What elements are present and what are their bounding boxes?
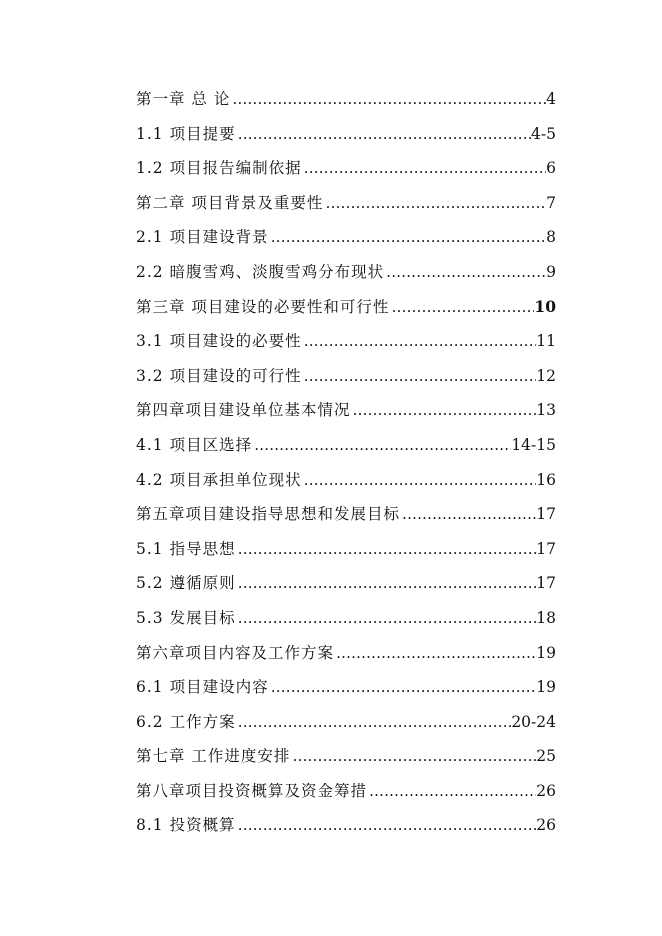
toc-dot-leader <box>236 709 512 735</box>
toc-dot-leader <box>351 397 537 423</box>
toc-entry-6-1 <box>136 674 556 709</box>
toc-entry-chapter-8 <box>136 778 556 813</box>
toc-entry-chapter-2 <box>136 190 556 225</box>
toc-entry-title: 1.2 项目报告编制依据 <box>136 159 302 178</box>
toc-entry-page: 16 <box>536 470 556 489</box>
toc-entry-page: 26 <box>536 781 556 800</box>
toc-entry-title: 第三章 项目建设的必要性和可行性 <box>136 297 390 316</box>
toc-dot-leader <box>269 224 547 250</box>
toc-dot-leader <box>302 155 547 181</box>
toc-entry-4-1 <box>136 432 556 467</box>
toc-dot-leader <box>236 812 537 838</box>
toc-entry-1-2 <box>136 155 556 190</box>
toc-entry-page: 18 <box>536 608 556 627</box>
toc-entry-page: 17 <box>536 539 556 558</box>
toc-entry-chapter-1 <box>136 86 556 121</box>
toc-entry-page: 20-24 <box>511 712 556 731</box>
toc-entry-2-2 <box>136 259 556 294</box>
toc-entry-title: 1.1 项目提要 <box>136 124 236 143</box>
toc-entry-title: 8.1 投资概算 <box>136 816 236 835</box>
toc-entry-6-2 <box>136 709 556 744</box>
toc-entry-page: 14-15 <box>511 435 556 454</box>
toc-entry-chapter-3 <box>136 294 556 329</box>
toc-entry-page: 4-5 <box>531 124 556 143</box>
toc-entry-chapter-7 <box>136 743 556 778</box>
toc-entry-page: 17 <box>536 574 556 593</box>
toc-entry-title: 5.3 发展目标 <box>136 608 236 627</box>
toc-entry-page: 8 <box>546 228 556 247</box>
toc-entry-chapter-4 <box>136 397 556 432</box>
table-of-contents <box>136 86 556 847</box>
toc-dot-leader <box>302 467 537 493</box>
toc-entry-title: 第六章项目内容及工作方案 <box>136 643 335 662</box>
toc-dot-leader <box>302 363 537 389</box>
toc-entry-2-1 <box>136 224 556 259</box>
toc-entry-title: 3.2 项目建设的可行性 <box>136 366 302 385</box>
toc-entry-page: 6 <box>546 159 556 178</box>
toc-entry-title: 第七章 工作进度安排 <box>136 747 291 766</box>
toc-entry-page: 19 <box>536 678 556 697</box>
toc-dot-leader <box>302 328 537 354</box>
toc-entry-3-2 <box>136 363 556 398</box>
toc-entry-5-3 <box>136 605 556 640</box>
toc-entry-page: 11 <box>536 332 556 351</box>
toc-entry-title: 5.2 遵循原则 <box>136 574 236 593</box>
toc-entry-page: 12 <box>536 366 556 385</box>
toc-dot-leader <box>236 605 537 631</box>
toc-entry-title: 4.1 项目区选择 <box>136 435 253 454</box>
toc-entry-title: 2.1 项目建设背景 <box>136 228 269 247</box>
toc-entry-title: 第一章 总 论 <box>136 90 231 108</box>
toc-entry-page: 26 <box>536 816 556 835</box>
toc-dot-leader <box>290 743 536 769</box>
toc-dot-leader <box>236 536 537 562</box>
toc-entry-page: 10 <box>534 296 556 316</box>
toc-entry-chapter-5 <box>136 501 556 536</box>
toc-entry-1-1 <box>136 121 556 156</box>
toc-dot-leader <box>389 294 534 320</box>
toc-dot-leader <box>384 259 546 285</box>
toc-dot-leader <box>269 674 537 700</box>
toc-entry-4-2 <box>136 467 556 502</box>
toc-entry-title: 第八章项目投资概算及资金筹措 <box>136 781 368 800</box>
toc-entry-title: 第二章 项目背景及重要性 <box>136 193 324 212</box>
toc-dot-leader <box>236 570 537 596</box>
toc-entry-page: 9 <box>546 262 556 281</box>
toc-entry-page: 4 <box>546 90 556 108</box>
toc-entry-page: 7 <box>546 193 556 212</box>
toc-entry-title: 4.2 项目承担单位现状 <box>136 470 302 489</box>
toc-dot-leader <box>252 432 511 458</box>
toc-dot-leader <box>236 121 531 147</box>
toc-entry-title: 6.2 工作方案 <box>136 712 236 731</box>
toc-entry-page: 17 <box>536 505 556 524</box>
toc-entry-title: 2.2 暗腹雪鸡、淡腹雪鸡分布现状 <box>136 262 385 281</box>
toc-entry-title: 第五章项目建设指导思想和发展目标 <box>136 505 401 524</box>
toc-dot-leader <box>400 501 536 527</box>
toc-entry-5-2 <box>136 570 556 605</box>
toc-dot-leader <box>323 190 546 216</box>
toc-entry-3-1 <box>136 328 556 363</box>
toc-dot-leader <box>367 778 536 804</box>
toc-entry-title: 5.1 指导思想 <box>136 539 236 558</box>
toc-entry-page: 25 <box>536 747 556 766</box>
toc-dot-leader <box>230 86 546 112</box>
toc-entry-title: 3.1 项目建设的必要性 <box>136 332 302 351</box>
toc-entry-page: 19 <box>536 643 556 662</box>
toc-entry-chapter-6 <box>136 640 556 675</box>
toc-entry-8-1 <box>136 812 556 847</box>
toc-entry-title: 第四章项目建设单位基本情况 <box>136 401 351 420</box>
toc-dot-leader <box>334 640 536 666</box>
toc-entry-5-1 <box>136 536 556 571</box>
toc-entry-page: 13 <box>536 401 556 420</box>
toc-entry-title: 6.1 项目建设内容 <box>136 678 269 697</box>
